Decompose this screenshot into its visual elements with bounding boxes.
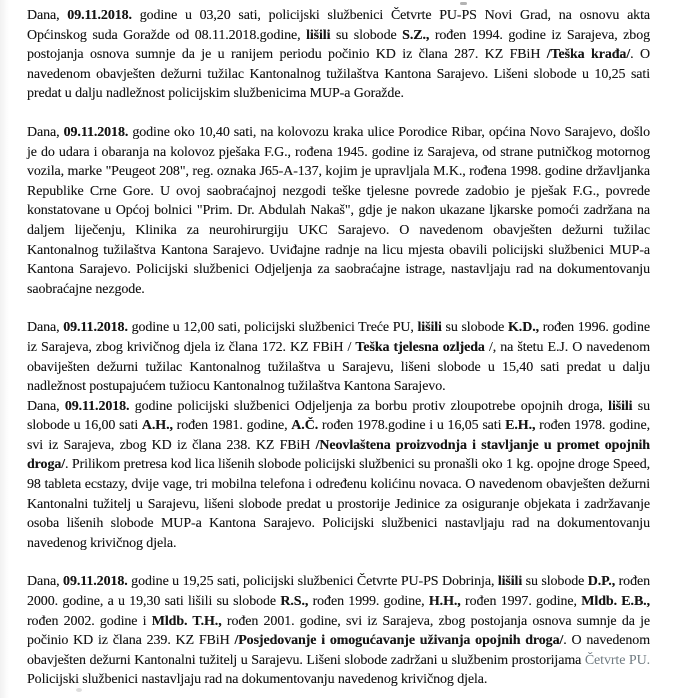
text-run-bold: E.H., (505, 418, 536, 434)
text-run: rođen 1996. godine iz Sarajeva, zbog krivičnog djela iz člana 172. KZ FBiH / (27, 320, 650, 355)
paragraph-1 (27, 6, 650, 104)
text-run-bold: A.H., (141, 418, 173, 434)
text-run-bold: H.H., (428, 594, 461, 610)
scan-smudge-bottom (76, 688, 82, 692)
text-run: su slobode (330, 27, 403, 43)
text-run: Policijski službenici nastavljaju rad na dokumentovanju navedenog krivičnog djela. (27, 672, 488, 688)
text-run-bold: Mldb. T.H., (151, 613, 222, 629)
text-run-bold: R.S., (280, 594, 309, 610)
text-run: su slobode u 16,00 sati (27, 398, 650, 434)
text-run: rođen 2001. godine, svi iz Sarajeva, zbog postojanja osnova sumnje da je počinio KD iz člana 239. KZ FBiH (27, 613, 650, 649)
text-run: rođen 1999. godine, (308, 594, 429, 610)
text-run: rođen 2002. godine i (27, 613, 152, 629)
paragraph-4 (27, 397, 650, 554)
text-run-bold: K.D., (508, 320, 540, 336)
text-run: Dana, (27, 124, 64, 140)
text-run: . O navedenom obavješten dežurni Kantonalni tužitelj u Sarajevu. Lišeni slobode zadržani u službenim prostorijama (27, 633, 650, 668)
text-run: godine u 03,20 sati, policijski službenici Četvrte PU-PS Novi Grad, na osnovu akta Općinskog suda Goražde od 08.11.2018.godine, (27, 8, 650, 43)
text-run-bold: 09.11.2018. (63, 124, 129, 140)
paragraph-3 (27, 318, 650, 396)
text-run: godine policijski službenici Odjeljenja za borbu protiv zloupotrebe opojnih droga, (129, 398, 609, 414)
text-run-bold: A.Č. (291, 418, 319, 434)
text-run: Dana, (27, 574, 64, 590)
text-run-bold: lišili (608, 398, 633, 414)
paragraph-5 (27, 572, 650, 690)
text-run-bold: lišili (497, 574, 523, 590)
text-run-bold: 09.11.2018. (67, 8, 132, 23)
text-run: godine u 12,00 sati, policijski službenici Treće PU, (127, 320, 418, 336)
text-run-bold: Teška tjelesna ozljeda (355, 339, 485, 355)
text-run: rođen 1981. godine, (172, 418, 292, 434)
text-run: Dana, (27, 320, 64, 336)
text-run: . Prilikom pretresa kod lica lišenih slobode policijski službenici su pronašli oko 1 kg. opojne droge Speed, 98 tableta ecstazy, dvije vage, tri mobilna telefona i određenu kolićinu novaca. O navedenom obavješten dežurni Kantonalni tužitelj u Sarajevu, lišeni slobode predat u prostorije Jedinice za osiguranje objekata i zadržavanje osoba lišenih slobode MUP-a Kantona Sarajevo. Policijski službenici nastavljaju rad na dokumentovanju navedenog krivičnog djela. (27, 457, 650, 551)
text-run-bold: 09.11.2018. (64, 398, 130, 414)
scan-edge-shadow (0, 0, 9, 698)
text-run-bold: /Posjedovanje i omogućavanje uživanja opojnih droga/ (234, 633, 564, 649)
text-run: rođen 1978.godine i u 16,05 sati (318, 418, 506, 434)
text-run: rođen 1997. godine, (460, 594, 582, 610)
text-run-bold: Mldb. E.B., (581, 594, 650, 610)
text-run: rođen 2000. godine, a u 19,30 sati lišili su slobode (27, 574, 650, 610)
text-run-bold: /Teška krađa/ (546, 47, 631, 63)
text-run: godine u 19,25 sati, policijski službenici Četvrte PU-PS Dobrinja, (127, 574, 498, 590)
text-run-bold: D.P., (587, 574, 616, 590)
text-run: rođen 1994. godine iz Sarajeva, zbog postojanja osnova sumnje da je u ranijem periodu počinio KD iz člana 287. KZ FBiH (27, 27, 650, 63)
text-run: . O navedenom obavješten dežurni tužilac Kantonalnog tužilaštva Kantona Sarajevo. Lišeni slobode u 10,25 sati predat u dalju nadležnost policijskim službenicima MUP-a Goražde. (27, 47, 650, 102)
text-run: /, na štetu E.J. O navedenom obaviješten dežurni tužilac Kantonalnog tužilaštva u Sarajevu, lišeni slobode u 15,40 sati predat u dalju nadležnost postupajućem tužiocu Kantonalnog tužilaštva Kantona Sarajevo. (27, 339, 650, 395)
scan-smudge-top (460, 2, 467, 5)
text-run-bold: 09.11.2018. (63, 574, 128, 590)
text-run-bold: lišili (306, 27, 331, 43)
text-run-bold: lišili (417, 320, 442, 336)
paragraph-2 (27, 123, 650, 299)
text-run: Četvrte PU. (584, 652, 650, 668)
text-run: godine oko 10,40 sati, na kolovozu kraka ulice Porodice Ribar, općina Novo Sarajevo, došlo je do udara i obaranja na kolovoz pješaka F.G., rođena 1945. godine iz Sarajeva, od strane putničkog motornog vozila, marke "Peugeot 208", reg. oznaka J65-A-137, kojim je upravljala M.K., rođena 1998. godine državljanka Republike Crne Gore. U ovoj saobraćajnoj nezgodi teške tjelesne povrede zadobio je pješak F.G., povrede konstatovane u Općoj bolnici "Prim. Dr. Abdulah Nakaš", gdje je nakon ukazane ljkarske pomoći zadržana na daljem liječenju, Klinika za neurohirurgiju UKC Sarajevo. O navedenom obavješten dežurni tužilac Kantonalnog tužilaštva Kantona Sarajevo. Uviđajne radnje na licu mjesta obavili policijski službenici MUP-a Kantona Sarajevo. Policijski službenici Odjeljenja za saobraćajne istrage, nastavljaju rad na dokumentovanju saobraćajne nezgode. (27, 124, 650, 297)
text-run-bold: /Neovlaštena proizvodnja i stavljanje u promet opojnih droga/ (27, 437, 650, 473)
document-body (27, 6, 650, 690)
text-run-bold: S.Z., (402, 27, 430, 43)
text-run: Dana, (27, 398, 65, 414)
text-run: su slobode (441, 320, 508, 336)
text-run-bold: 09.11.2018. (63, 320, 128, 336)
text-run: rođen 1978. godine, svi iz Sarajeva, zbog KD iz člana 238. KZ FBiH (27, 418, 650, 453)
text-run: su slobode (522, 574, 588, 590)
text-run: Dana, (27, 8, 68, 23)
